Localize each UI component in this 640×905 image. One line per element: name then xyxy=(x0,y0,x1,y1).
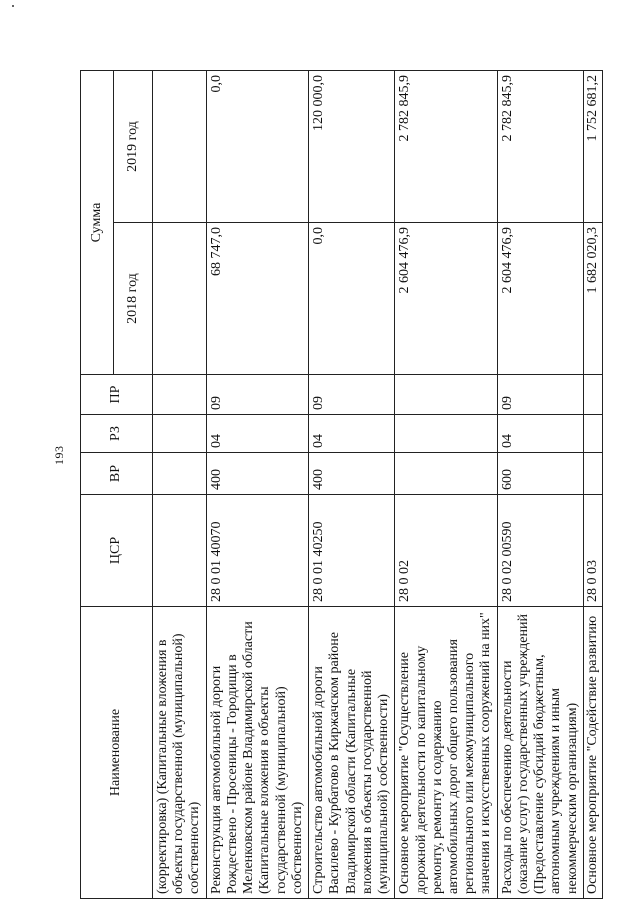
row-sum-2019 xyxy=(153,71,207,223)
row-vr xyxy=(395,453,497,495)
table-row xyxy=(583,71,602,899)
row-csr: 28 0 02 00590 xyxy=(497,495,583,607)
row-csr: 28 0 03 xyxy=(583,495,602,607)
row-pr xyxy=(395,375,497,415)
row-sum-2019: 120 000,0 xyxy=(309,71,395,223)
row-csr: 28 0 01 40070 xyxy=(206,495,308,607)
row-name: Основное мероприятие "Осуществление дорожной деятельности по капитальному ремонту, ремонту и содержанию автомобильных дорог общего пользования регионального или межмуниципального значения и искусственных сооружений на них" xyxy=(395,607,497,899)
row-sum-2019: 0,0 xyxy=(206,71,308,223)
row-pr xyxy=(583,375,602,415)
header-pr: ПР xyxy=(81,375,153,415)
row-sum-2018: 1 682 020,3 xyxy=(583,223,602,375)
row-vr xyxy=(583,453,602,495)
header-name: Наименование xyxy=(81,607,153,899)
table-row xyxy=(497,71,583,899)
row-vr: 600 xyxy=(497,453,583,495)
row-csr xyxy=(153,495,207,607)
row-sum-2018: 68 747,0 xyxy=(206,223,308,375)
row-name: Реконструкция автомобильной дороги Рождествено - Просеницы - Городищи в Меленковском районе Владимирской области (Капитальные вложения в объекты государственной (муниципальной) собственности) xyxy=(206,607,308,899)
table-row xyxy=(153,71,207,899)
row-sum-2018: 2 604 476,9 xyxy=(395,223,497,375)
row-rz xyxy=(153,415,207,453)
table-row xyxy=(395,71,497,899)
row-sum-2018 xyxy=(153,223,207,375)
row-pr: 09 xyxy=(206,375,308,415)
row-rz xyxy=(583,415,602,453)
header-rz: РЗ xyxy=(81,415,153,453)
row-pr xyxy=(153,375,207,415)
scan-speck xyxy=(12,5,14,7)
row-sum-2018: 2 604 476,9 xyxy=(497,223,583,375)
row-name: Строительство автомобильной дороги Василево - Курбатово в Киржачском районе Владимирской области (Капитальные вложения в объекты государственной (муниципальной) собственности) xyxy=(309,607,395,899)
header-sum: Сумма xyxy=(81,71,114,375)
row-name: Расходы по обеспечению деятельности (оказание услуг) государственных учреждений (Предоставление субсидий бюджетным, автономным учреждениям и иным некоммерческим организациям) xyxy=(497,607,583,899)
row-sum-2019: 2 782 845,9 xyxy=(497,71,583,223)
row-name: Основное мероприятие "Содействие развитию xyxy=(583,607,602,899)
row-name: (корректировка) (Капитальные вложения в объекты государственной (муниципальной) собственности) xyxy=(153,607,207,899)
row-rz: 04 xyxy=(309,415,395,453)
row-rz: 04 xyxy=(206,415,308,453)
table-row xyxy=(206,71,308,899)
row-sum-2019: 1 752 681,2 xyxy=(583,71,602,223)
header-row xyxy=(81,71,114,899)
row-sum-2019: 2 782 845,9 xyxy=(395,71,497,223)
row-rz xyxy=(395,415,497,453)
row-pr: 09 xyxy=(309,375,395,415)
row-rz: 04 xyxy=(497,415,583,453)
budget-table xyxy=(80,70,603,899)
header-2019: 2019 год xyxy=(114,71,153,223)
row-vr: 400 xyxy=(309,453,395,495)
row-pr: 09 xyxy=(497,375,583,415)
row-vr: 400 xyxy=(206,453,308,495)
header-csr: ЦСР xyxy=(81,495,153,607)
table-row xyxy=(309,71,395,899)
page-number: 193 xyxy=(52,445,66,465)
header-2018: 2018 год xyxy=(114,223,153,375)
row-csr: 28 0 01 40250 xyxy=(309,495,395,607)
row-csr: 28 0 02 xyxy=(395,495,497,607)
row-sum-2018: 0,0 xyxy=(309,223,395,375)
row-vr xyxy=(153,453,207,495)
header-vr: ВР xyxy=(81,453,153,495)
